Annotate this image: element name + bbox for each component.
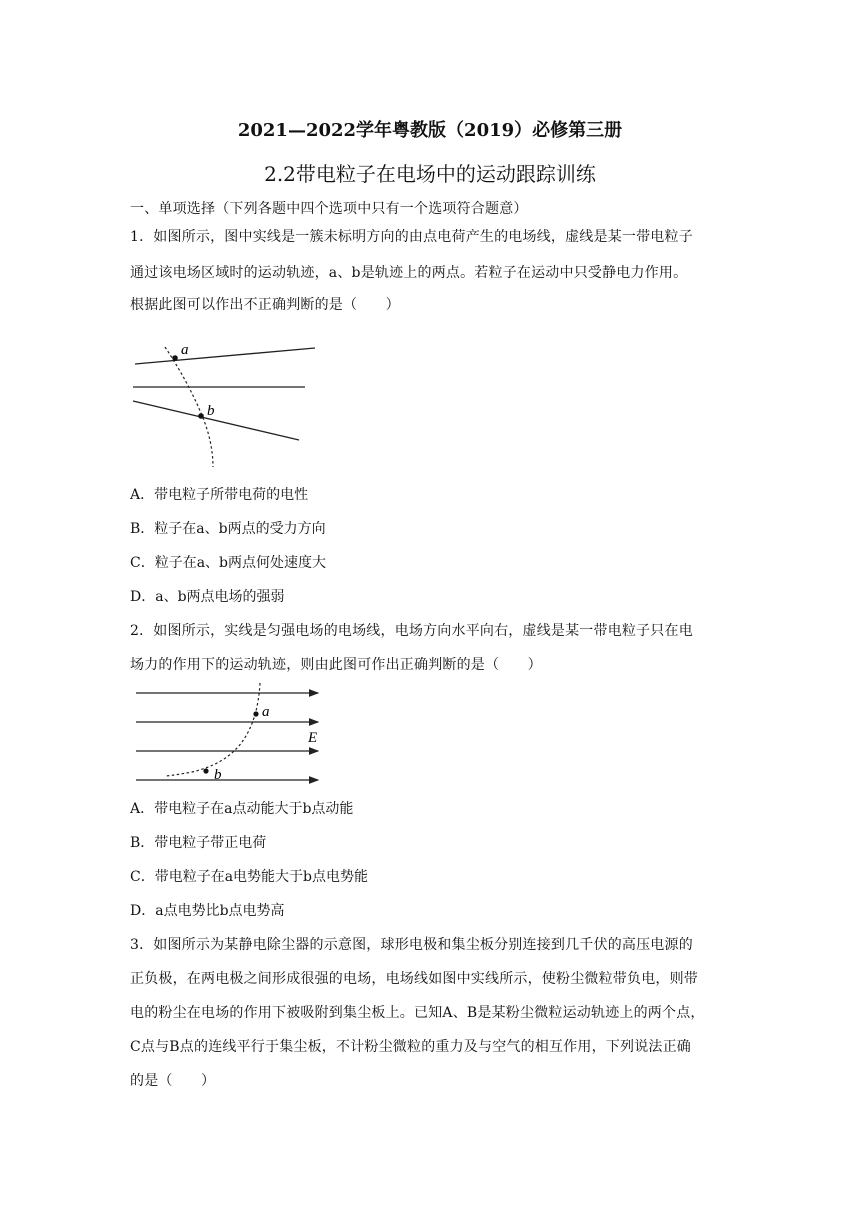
q1-point-a: [172, 355, 178, 361]
q2-line-2: 场力的作用下的运动轨迹，则由此图可作出正确判断的是（ ）: [130, 657, 542, 673]
q2-point-b: [203, 768, 208, 773]
q1-line-3: 根据此图可以作出不正确判断的是（ ）: [130, 297, 400, 313]
q1-option-a: A．带电粒子所带电荷的电性: [130, 487, 309, 503]
q1-option-c: C．粒子在a、b两点何处速度大: [130, 555, 327, 571]
q2-label-e: E: [308, 730, 318, 746]
q2-line-1: 2．如图所示，实线是匀强电场的电场线，电场方向水平向右，虚线是某一带电粒子只在电: [130, 623, 693, 639]
q1-option-b: B．粒子在a、b两点的受力方向: [130, 521, 326, 537]
q2-figure: [130, 680, 330, 790]
q1-point-b: [198, 413, 204, 419]
q2-label-a: a: [262, 704, 270, 720]
q3-line-3: 电的粉尘在电场的作用下被吸附到集尘板上。已知A、B是某粉尘微粒运动轨迹上的两个点，: [130, 1005, 705, 1021]
document-subtitle: 2.2带电粒子在电场中的运动跟踪训练: [264, 162, 596, 186]
q3-line-1: 3．如图所示为某静电除尘器的示意图，球形电极和集尘板分别连接到几千伏的高压电源的: [130, 937, 693, 953]
q1-trajectory: [165, 347, 213, 467]
q1-line-2: 通过该电场区域时的运动轨迹，a、b是轨迹上的两点。若粒子在运动中只受静电力作用。: [130, 265, 688, 281]
q1-line-1: 1．如图所示，图中实线是一簇未标明方向的由点电荷产生的电场线，虚线是某一带电粒子: [130, 229, 693, 245]
q1-figure: [125, 335, 325, 475]
q1-label-b: b: [207, 403, 215, 419]
q2-option-b: B．带电粒子带正电荷: [130, 835, 267, 851]
q2-option-a: A．带电粒子在a点动能大于b点动能: [130, 801, 354, 817]
section-heading: 一、单项选择（下列各题中四个选项中只有一个选项符合题意）: [130, 201, 528, 217]
q2-label-b: b: [214, 767, 222, 783]
q3-line-5: 的是（ ）: [130, 1073, 216, 1089]
q1-field-line-top: [135, 348, 315, 364]
q1-label-a: a: [181, 342, 189, 358]
q3-line-4: C点与B点的连线平行于集尘板，不计粉尘微粒的重力及与空气的相互作用，下列说法正确: [130, 1039, 691, 1055]
q1-field-line-bottom: [133, 401, 299, 440]
q1-option-d: D．a、b两点电场的强弱: [130, 589, 285, 605]
q2-option-d: D．a点电势比b点电势高: [130, 903, 285, 919]
q3-line-2: 正负极，在两电极之间形成很强的电场，电场线如图中实线所示，使粉尘微粒带负电，则带: [130, 971, 698, 987]
document-title: 2021—2022学年粤教版（2019）必修第三册: [237, 120, 623, 141]
q2-point-a: [253, 711, 258, 716]
q2-option-c: C．带电粒子在a电势能大于b点电势能: [130, 869, 369, 885]
q2-trajectory: [166, 683, 260, 776]
